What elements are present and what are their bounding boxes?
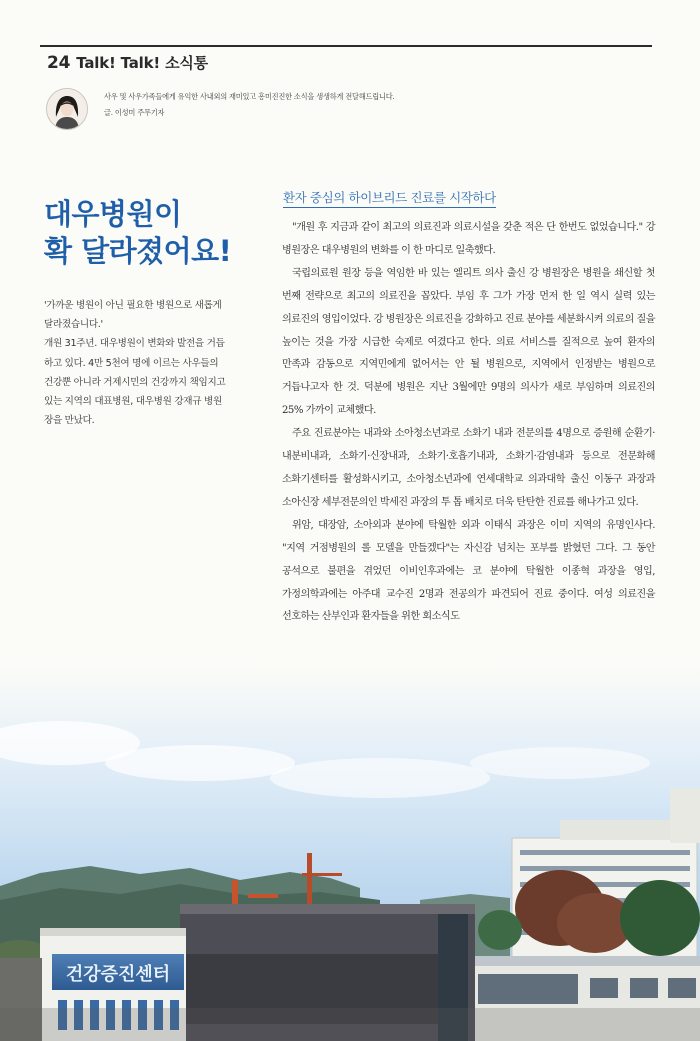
hospital-sign: 건강증진센터	[65, 964, 171, 985]
section-header	[47, 52, 208, 73]
reporter-avatar-icon	[46, 88, 88, 130]
header-rule	[40, 45, 652, 47]
column-title: Talk! Talk! 소식통	[76, 54, 208, 72]
page-number: 24	[47, 53, 71, 73]
article-body	[282, 217, 655, 629]
hospital-photo	[0, 668, 700, 1041]
body-paragraph: "개원 후 지금과 같이 최고의 의료진과 의료시설을 갖춘 적은 단 한번도 없었습니다." 강 병원장은 대우병원의 변화를 이 한 마디로 일축했다.	[282, 222, 655, 256]
section-subheading: 환자 중심의 하이브리드 진료를 시작하다	[283, 188, 496, 208]
lead-quote: '가까운 병원이 아닌 필요한 병원으로 새롭게 달라졌습니다.'	[44, 300, 222, 331]
body-paragraph: 위암, 대장암, 소아외과 분야에 탁월한 외과 이태식 과장은 이미 지역의 유명인사다. "지역 거점병원의 롤 모델을 만들겠다"는 자신감 넘치는 포부를 밝혔던 그다. 그 동안 공석으로 불편을 겪었던 이비인후과에는 코 분야에 탁월한 이종혁 과장을 영입, 가정의학과에는 아주대 교수진 2명과 전공의가 파견되어 진료 중이다. 여성 의료진을 선호하는 산부인과 환자들을 위한 회소식도	[282, 519, 655, 623]
article-headline: 대우병원이 확 달라졌어요!	[44, 197, 232, 269]
author-credit: 글. 이성미 주무기자	[104, 108, 165, 117]
body-paragraph: 국립의료원 원장 등을 역임한 바 있는 엘리트 의사 출신 강 병원장은 병원을 쇄신할 첫 번째 전략으로 최고의 의료진을 꼽았다. 부임 후 그가 가장 먼저 한 일 역시 실력 있는 의료진의 영입이었다. 강 병원장은 의료진을 강화하고 진료 분야를 세분화시켜 의료의 질을 높이는 것을 가장 시급한 숙제로 여겼다고 한다. 의료 서비스를 질적으로 높여 환자의 만족과 감동으로 지역민에게 없어서는 안 될 병원으로, 지역에서 인정받는 병원으로 거듭나고자 한 것. 덕분에 병원은 지난 3월에만 9명의 의사가 새로 부임하며 의료진의 25% 가까이 교체했다.	[282, 267, 655, 417]
column-intro: 사우 및 사우가족들에게 유익한 사내외의 재미있고 흥미진진한 소식을 생생하게 전달해드립니다.	[104, 92, 395, 101]
lead-summary: 개원 31주년. 대우병원이 변화와 발전을 거듭하고 있다. 4만 5천여 명에 이르는 사우들의 건강뿐 아니라 거제시민의 건강까지 책임지고 있는 지역의 대표병원, 대우병원 강재규 병원장을 만났다.	[44, 338, 226, 427]
body-paragraph: 주요 진료분야는 내과와 소아청소년과로 소화기 내과 전문의를 4명으로 증원해 순환기·내분비내과, 소화기·신장내과, 소화기·호흡기내과, 소화기·감염내과 등으로 전문화해 소화기센터를 활성화시키고, 소아청소년과에 연세대학교 의과대학 출신 이동구 과장과 소아신장 세부전문의인 박세진 과장의 투 톱 배치로 더욱 탄탄한 진료를 해나가고 있다.	[282, 428, 655, 508]
article-lead	[44, 296, 230, 430]
